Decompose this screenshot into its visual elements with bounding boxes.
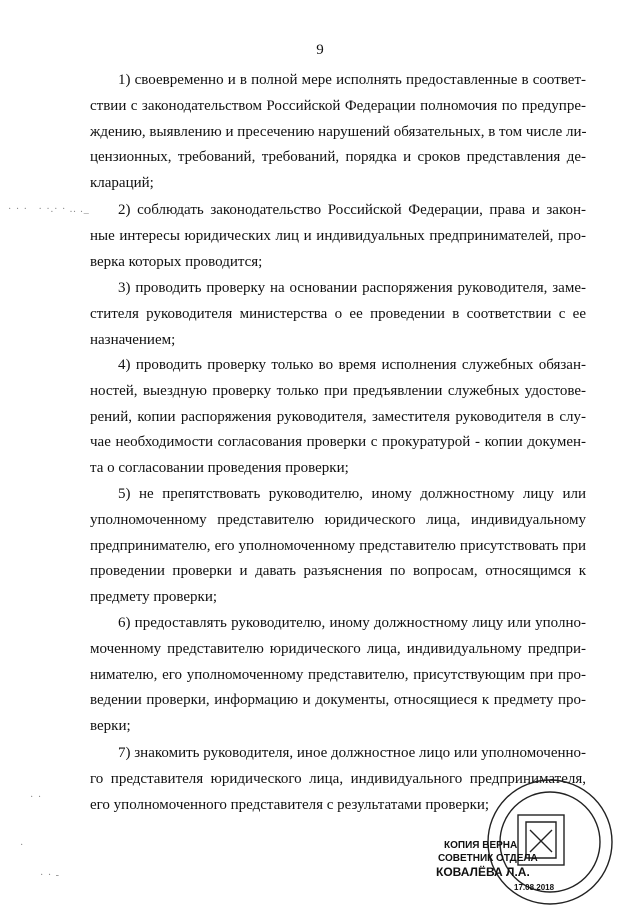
text-line: ждению, выявлению и пресечению нарушений обязательных, в том числе ли- [90,123,587,140]
text-line: клараций; [90,175,154,192]
text-line: стителя руководителя министерства о ее проведении в соответствии с ее [90,305,586,322]
text-line: го представителя юридического лица, индивидуального предпринимателя, [90,770,586,787]
scan-artifact: · · · · ·.· · .. ._ [8,204,90,215]
text-line: 1) своевременно и в полной мере исполнять предоставленные в соответ- [118,72,586,88]
text-line: ведении проверки, информацию и документы, относящиеся к предмету про- [90,692,586,709]
text-line: ствии с законодательством Российской Федерации полномочия по предупре- [90,97,586,114]
text-line: предпринимателю, его уполномоченному представителю присутствовать при [90,537,586,554]
text-line: цензионных, требований, требований, порядка и сроков представления де- [90,149,586,166]
page-number: 9 [316,42,324,58]
scan-artifact: · · [30,792,43,803]
text-line: чае необходимости согласования проверки с прокуратурой - копии докумен- [90,434,586,451]
official-stamp [418,760,618,905]
stamp-line-3: КОВАЛЁВА Л.А. [436,865,530,879]
text-line: проведении проверки и давать разъяснения по вопросам, относящимся к [90,563,586,580]
text-line: 4) проводить проверку только во время исполнения служебных обязан- [118,357,586,373]
text-line: предмету проверки; [90,589,218,606]
text-line: нимателю, его уполномоченному представителю, присутствующим при про- [90,666,586,683]
stamp-date: 17.08.2018 [514,883,555,892]
text-line: моченному представителю юридического лица, индивидуальному предпри- [90,640,586,657]
text-line: ностей, выездную проверку только при предъявлении служебных удостове- [90,382,586,399]
text-line: 3) проводить проверку на основании распоряжения руководителя, заме- [118,280,586,296]
text-line: 2) соблюдать законодательство Российской Федерации, права и закон- [118,202,586,218]
text-line: рений, копии распоряжения руководителя, заместителя руководителя в слу- [90,408,586,425]
text-line: та о согласовании проведения проверки; [90,460,349,477]
stamp-line-1: КОПИЯ ВЕРНА [444,840,518,851]
text-line: 5) не препятствовать руководителю, иному должностному лицу или [118,486,586,502]
text-line: его уполномоченного представителя с результатами проверки; [90,796,490,813]
text-line: 7) знакомить руководителя, иное должностное лицо или уполномоченно- [118,745,587,761]
text-line: 6) предоставлять руководителю, иному должностному лицу или уполно- [118,615,586,631]
text-line: ные интересы юридических лиц и индивидуальных предпринимателей, про- [90,227,586,244]
text-line: верка которых проводится; [90,253,263,270]
scan-artifact: · · - [40,870,60,881]
text-line: уполномоченному представителю юридического лица, индивидуальному [90,511,586,528]
stamp-line-2: СОВЕТНИК ОТДЕЛА [438,853,538,864]
text-line: назначением; [90,331,176,348]
text-line: верки; [90,718,131,735]
scan-artifact: · [20,840,25,851]
